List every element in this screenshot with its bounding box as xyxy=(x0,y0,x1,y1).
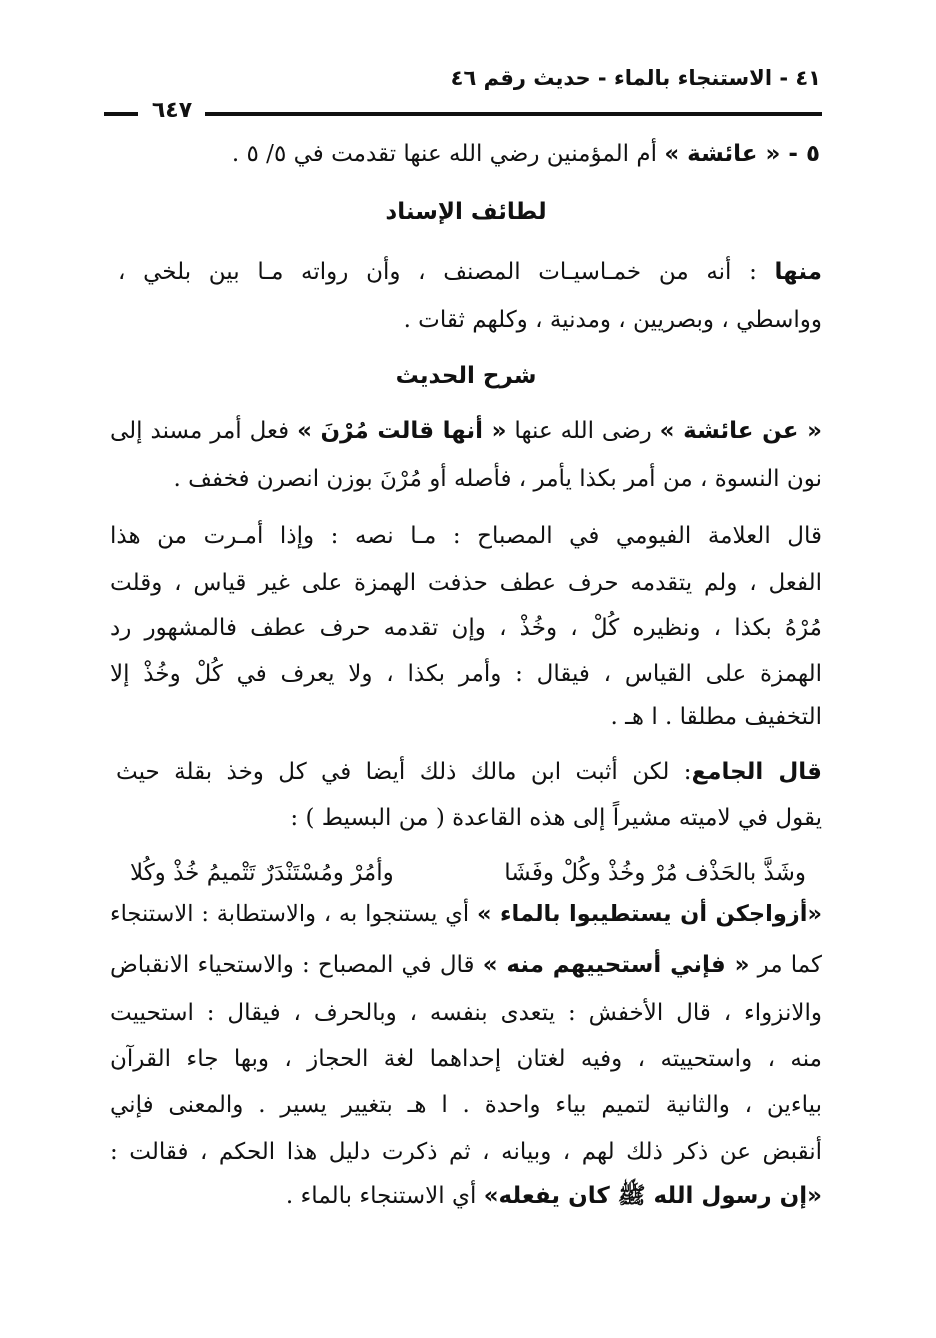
text-span: رضى الله عنها xyxy=(506,418,660,444)
text-line-5: نون النسوة ، من أمر بكذا يأمر ، فأصله أو مُرْنَ بوزن انصرن فخفف . xyxy=(173,466,822,492)
header-rule xyxy=(205,112,822,116)
text-span: : أنه من خمـاسيـات المصنف ، وأن رواته مـا بين بلخي ، xyxy=(118,259,775,285)
text-line-9: الهمزة على القياس ، فيقال : وأمر بكذا ، ولا يعرف في كُلْ وخُذْ إلا xyxy=(110,661,822,687)
text-line-14 xyxy=(110,945,822,985)
section-heading-sharh: شرح الحديث xyxy=(395,363,537,389)
text-line-18: أنقبض عن ذكر ذلك لهم ، وبيانه ، ثم ذكرت دليل هذا الحكم ، فقالت : xyxy=(110,1139,822,1165)
quote-inna-rasul: «إن رسول الله ﷺ كان يفعله» xyxy=(483,1183,822,1209)
quote-azwajukunna: «أزواجكن أن يستطيبوا بالماء » xyxy=(476,901,823,927)
quote-murna: « أنها قالت مُرْنَ » xyxy=(297,418,507,444)
text-line-12: يقول في لاميته مشيراً إلى هذه القاعدة ( من البسيط ) : xyxy=(290,805,822,831)
text-span: أي يستنجوا به ، والاستطابة : الاستنجاء xyxy=(110,901,477,927)
text-span: فعل أمر مسند إلى xyxy=(110,418,298,444)
section-heading-isnad: لطائف الإسناد xyxy=(385,199,547,225)
narrator-note: أم المؤمنين رضي الله عنها تقدمت في ٥/ ٥ . xyxy=(231,141,665,167)
text-line-16: منه ، واستحييته ، وفيه لغتان إحداهما لغة الحجاز ، وبها جاء القرآن xyxy=(110,1046,822,1072)
text-line-1 xyxy=(110,134,820,174)
text-line-17: بياءين ، والثانية لتميم بياء واحدة . ا هـ بتغيير يسير . والمعنى فإني xyxy=(110,1092,822,1118)
text-line-13 xyxy=(110,894,822,934)
text-line-3: وواسطي ، وبصريين ، ومدنية ، وكلهم ثقات . xyxy=(403,307,822,333)
running-header: ٤١ - الاستنجاء بالماء - حديث رقم ٤٦ xyxy=(450,66,821,90)
text-line-6: قال العلامة الفيومي في المصباح : مـا نصه : وإذا أمـرت من هذا xyxy=(110,523,822,549)
text-line-11 xyxy=(116,752,822,792)
text-line-8: مُرْهُ بكذا ، ونظيره كُلْ ، وخُذْ ، وإن تقدمه حرف عطف فالمشهور رد xyxy=(110,615,822,641)
label-qal-aljami: قال الجامع xyxy=(691,759,822,785)
text-span: أي الاستنجاء بالماء . xyxy=(285,1183,484,1209)
page-number: ٦٤٧ xyxy=(151,98,193,123)
text-line-4 xyxy=(110,411,822,451)
verse-hemistich-1: وشَذَّ بالحَذْف مُرْ وخُذْ وكُلْ وفَشَا xyxy=(504,860,806,886)
text-line-2 xyxy=(118,252,822,292)
text-span: : لكن أثبت ابن مالك ذلك أيضا في كل وخذ بقلة حيث xyxy=(116,759,692,785)
text-line-10: التخفيف مطلقا . ا هـ . xyxy=(610,704,822,730)
quote-fa-inni: « فإني أستحييهم منه » xyxy=(482,952,750,978)
header-rule-left xyxy=(104,112,138,116)
text-line-19 xyxy=(110,1176,822,1216)
text-span: كما مر xyxy=(749,952,822,978)
text-line-15: والانزواء ، قال الأخفش : يتعدى بنفسه ، وبالحرف ، فيقال : استحييت xyxy=(110,1000,822,1026)
verse-hemistich-2: وأمُرْ ومُسْتَنْدَرٌ تَتْميمُ خُذْ وكُلا xyxy=(130,860,394,886)
quote-an-aisha: « عن عائشة » xyxy=(659,418,823,444)
narrator-name: ٥ - « عائشة » xyxy=(664,141,820,167)
text-line-7: الفعل ، ولم يتقدمه حرف عطف حذفت الهمزة على غير قياس ، وقلت xyxy=(110,570,822,596)
text-span: قال في المصباح : والاستحياء الانقباض xyxy=(110,952,483,978)
poem-verse xyxy=(130,853,806,893)
label-minha: منها xyxy=(774,259,822,285)
